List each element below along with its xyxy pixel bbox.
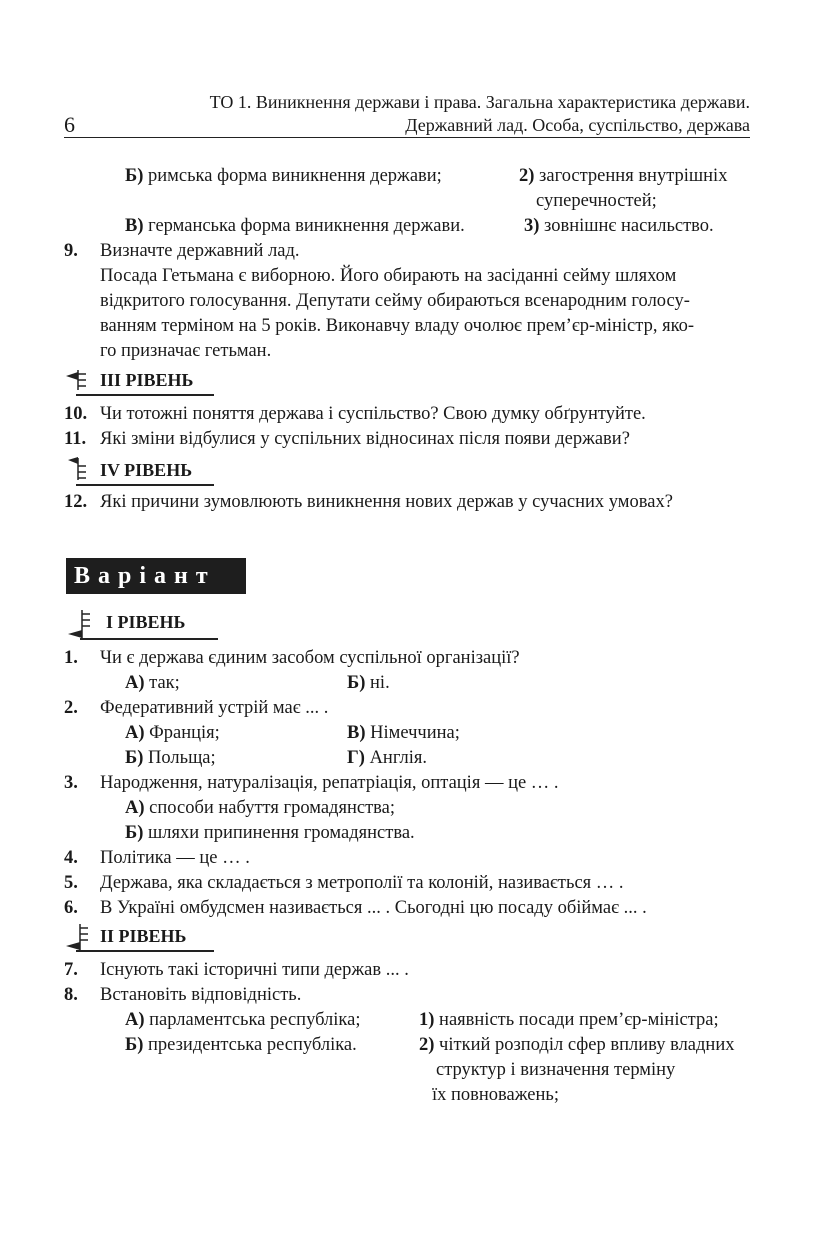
question-text: Встановіть відповідність. <box>100 985 302 1005</box>
option-b: Б) Польща; <box>125 748 216 768</box>
question-number: 6. <box>64 898 78 918</box>
question-number: 10. <box>64 404 88 424</box>
match-2: 2) загострення внутрішніх <box>519 166 728 186</box>
question-number: 8. <box>64 985 78 1005</box>
question-number: 12. <box>64 492 88 512</box>
question-text: відкритого голосування. Депутати сейму обираються всенародним голосу- <box>100 291 690 311</box>
level-heading-3: ІІІ РІВЕНЬ <box>100 370 194 390</box>
question-text: Існують такі історичні типи держав ... . <box>100 960 409 980</box>
question-number: 7. <box>64 960 78 980</box>
question-number: 11. <box>64 429 87 449</box>
question-text: Федеративний устрій має ... . <box>100 698 329 718</box>
question-number: 4. <box>64 848 78 868</box>
question-text: Політика — це … . <box>100 848 250 868</box>
match-2-cont: їх повноважень; <box>432 1085 559 1105</box>
level-marker-icon <box>64 456 90 482</box>
question-number: 2. <box>64 698 78 718</box>
level-heading-1: І РІВЕНЬ <box>106 612 186 632</box>
level-underline <box>80 638 218 640</box>
level-underline <box>76 950 214 952</box>
option-a: А) так; <box>125 673 180 693</box>
option-b: Б) ні. <box>347 673 390 693</box>
level-heading-4: ІV РІВЕНЬ <box>100 460 193 480</box>
option-a: А) парламентська республіка; <box>125 1010 361 1030</box>
match-3: 3) зовнішнє насильство. <box>524 216 714 236</box>
question-text: Чи є держава єдиним засобом суспільної організації? <box>100 648 520 668</box>
level-underline <box>76 394 214 396</box>
level-marker-icon <box>66 608 92 640</box>
question-text: Держава, яка складається з метрополії та колоній, називається … . <box>100 873 624 893</box>
option-v: В) Німеччина; <box>347 723 460 743</box>
header-rule <box>64 137 750 138</box>
option-a: А) способи набуття громадянства; <box>125 798 395 818</box>
level-marker-icon <box>64 922 90 952</box>
question-text: Які зміни відбулися у суспільних відносинах після появи держави? <box>100 429 630 449</box>
variant-heading: Варіант 3 <box>66 558 246 594</box>
level-marker-icon <box>64 368 90 392</box>
question-number: 1. <box>64 648 78 668</box>
option-b: Б) шляхи припинення громадянства. <box>125 823 415 843</box>
match-1: 1) наявність посади прем’єр-міністра; <box>419 1010 719 1030</box>
option-a: А) Франція; <box>125 723 220 743</box>
running-header-line2: Державний лад. Особа, суспільство, держава <box>405 115 750 135</box>
question-text: Народження, натуралізація, репатріація, оптація — це … . <box>100 773 559 793</box>
question-text: Чи тотожні поняття держава і суспільство? Свою думку обґрунтуйте. <box>100 404 646 424</box>
level-heading-2: ІІ РІВЕНЬ <box>100 926 187 946</box>
question-text: В Україні омбудсмен називається ... . Сьогодні цю посаду обіймає ... . <box>100 898 647 918</box>
question-number: 5. <box>64 873 78 893</box>
option-b: Б) президентська республіка. <box>125 1035 357 1055</box>
question-text: Посада Гетьмана є виборною. Його обирають на засіданні сейму шляхом <box>100 266 677 286</box>
question-text: го призначає гетьман. <box>100 341 272 361</box>
question-text: ванням терміном на 5 років. Виконавчу владу очолює прем’єр-міністр, яко- <box>100 316 695 336</box>
running-header-line1: ТО 1. Виникнення держави і права. Загальна характеристика держави. <box>209 92 750 112</box>
match-2: 2) чіткий розподіл сфер впливу владних <box>419 1035 735 1055</box>
question-number: 9. <box>64 241 78 261</box>
question-text: Які причини зумовлюють виникнення нових держав у сучасних умовах? <box>100 492 673 512</box>
match-2-cont: суперечностей; <box>536 191 657 211</box>
question-number: 3. <box>64 773 78 793</box>
option-g: Г) Англія. <box>347 748 427 768</box>
level-underline <box>76 484 214 486</box>
match-2-cont: структур і визначення терміну <box>436 1060 676 1080</box>
option-v: В) германська форма виникнення держави. <box>125 216 465 236</box>
question-text: Визначте державний лад. <box>100 241 300 261</box>
page-number: 6 <box>64 112 75 137</box>
option-b: Б) римська форма виникнення держави; <box>125 166 442 186</box>
